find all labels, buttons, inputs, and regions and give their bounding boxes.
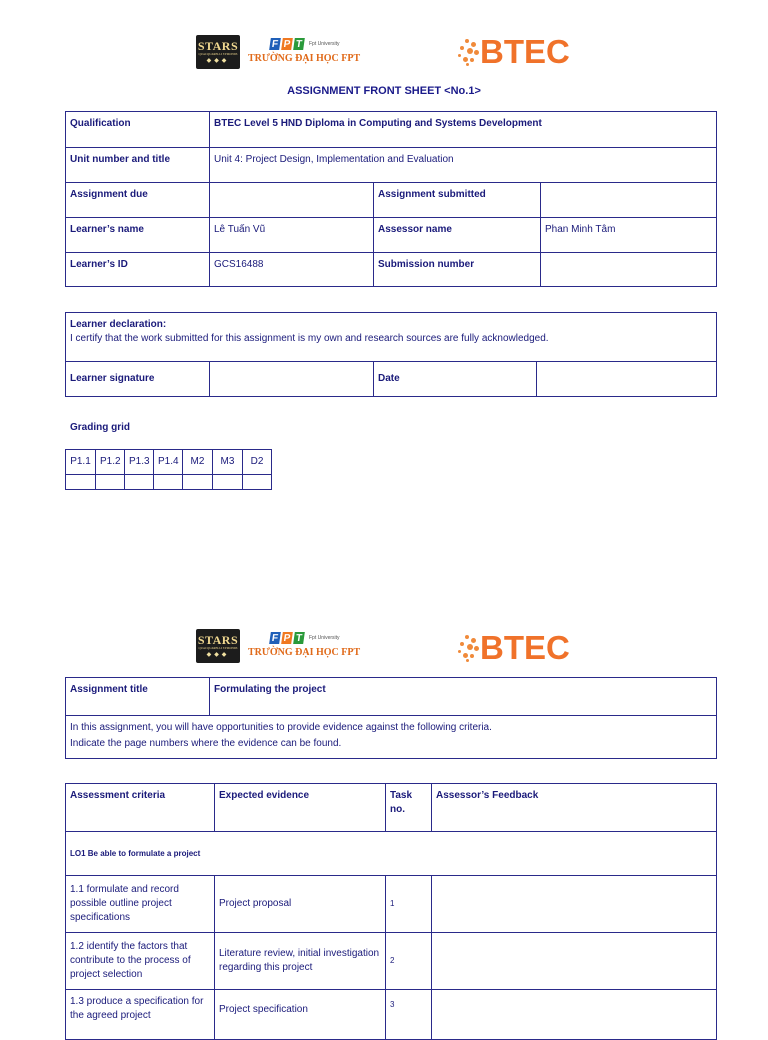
grading-cell-p1-2[interactable] [96,475,125,490]
stars-logo: STARS QUACQUARELLI SYMONDS ◆◆◆ [196,35,240,69]
grading-grid-title: Grading grid [70,422,130,433]
grading-header-d2: D2 [243,450,272,475]
fpt-letter-f: F [269,38,281,50]
qualification-value: BTEC Level 5 HND Diploma in Computing and Systems Development [210,112,717,148]
declaration-text: I certify that the work submitted for this assignment is my own and research sources are fully acknowledged. [70,333,549,344]
learner-name-label: Learner’s name [66,218,210,253]
evidence-header: Expected evidence [215,784,386,832]
evidence-cell: Project specification [215,990,386,1040]
assignment-due-label: Assignment due [66,183,210,218]
task-cell: 1 [386,876,432,933]
learner-signature-label: Learner signature [66,362,210,397]
feedback-cell[interactable] [432,933,717,990]
grading-cell-d2[interactable] [243,475,272,490]
assignment-title-label: Assignment title [66,678,210,716]
unit-value: Unit 4: Project Design, Implementation and Evaluation [210,148,717,183]
btec-logo: BTEC [457,37,570,67]
assignment-intro-line-2: Indicate the page numbers where the evidence can be found. [70,738,342,749]
criteria-cell: 1.3 produce a specification for the agreed project [66,990,215,1040]
criteria-header: Assessment criteria [66,784,215,832]
grading-header-p1-3: P1.3 [125,450,154,475]
date-field[interactable] [537,362,717,397]
assessment-criteria-table [65,783,717,1040]
assignment-title-value: Formulating the project [210,678,717,716]
grading-cell-m3[interactable] [213,475,243,490]
grading-cell-p1-4[interactable] [154,475,183,490]
date-label: Date [374,362,537,397]
btec-logo-page2: BTEC [457,633,570,663]
feedback-cell[interactable] [432,876,717,933]
btec-dots-icon [457,633,479,663]
grading-header-p1-4: P1.4 [154,450,183,475]
assignment-submitted-label: Assignment submitted [374,183,541,218]
learner-id-value: GCS16488 [210,253,374,287]
task-header: Task no. [386,784,432,832]
grading-header-p1-1: P1.1 [66,450,96,475]
grading-grid-table [65,449,272,490]
grading-header-m2: M2 [183,450,213,475]
fpt-university-name: TRƯỜNG ĐẠI HỌC FPT [248,53,361,64]
grading-cell-p1-1[interactable] [66,475,96,490]
feedback-cell[interactable] [432,990,717,1040]
grading-cell-p1-3[interactable] [125,475,154,490]
criteria-cell: 1.2 identify the factors that contribute to the process of project selection [66,933,215,990]
criteria-cell: 1.1 formulate and record possible outline project specifications [66,876,215,933]
front-sheet-table [65,111,717,287]
grading-header-p1-2: P1.2 [96,450,125,475]
grading-header-m3: M3 [213,450,243,475]
declaration-table [65,312,717,397]
lo1-heading: LO1 Be able to formulate a project [66,832,717,876]
fpt-letter-f: F [269,632,281,644]
btec-dots-icon [457,37,479,67]
fpt-logo: F P T Fpt University TRƯỜNG ĐẠI HỌC FPT [248,38,361,64]
declaration-title: Learner declaration: [70,319,167,330]
fpt-letter-p: P [282,38,292,50]
stars-logo-page2: STARS QUACQUARELLI SYMONDS ◆◆◆ [196,629,240,663]
learner-signature-field[interactable] [210,362,374,397]
task-cell: 3 [386,990,432,1040]
assignment-due-field[interactable] [210,183,374,218]
assessor-name-label: Assessor name [374,218,541,253]
assessor-name-value: Phan Minh Tâm [541,218,717,253]
table-row [66,876,717,933]
feedback-header: Assessor’s Feedback [432,784,717,832]
learner-id-label: Learner’s ID [66,253,210,287]
table-row [66,990,717,1040]
fpt-university-name: TRƯỜNG ĐẠI HỌC FPT [248,647,361,658]
fpt-letter-t: T [293,632,305,644]
fpt-letter-p: P [282,632,292,644]
assignment-title-table [65,677,717,759]
unit-label: Unit number and title [66,148,210,183]
grading-cell-m2[interactable] [183,475,213,490]
assignment-intro-line-1: In this assignment, you will have opportunities to provide evidence against the following criteria. [70,722,492,733]
page-title: ASSIGNMENT FRONT SHEET <No.1> [287,85,481,97]
fpt-logo-page2: F P T Fpt University TRƯỜNG ĐẠI HỌC FPT [248,632,361,658]
learner-name-value: Lê Tuấn Vũ [210,218,374,253]
table-row [66,933,717,990]
submission-number-field[interactable] [541,253,717,287]
fpt-letter-t: T [293,38,305,50]
evidence-cell: Project proposal [215,876,386,933]
qualification-label: Qualification [66,112,210,148]
submission-number-label: Submission number [374,253,541,287]
declaration-cell [66,313,717,362]
evidence-cell: Literature review, initial investigation regarding this project [215,933,386,990]
assignment-submitted-field[interactable] [541,183,717,218]
assignment-intro-cell [66,716,717,759]
task-cell: 2 [386,933,432,990]
